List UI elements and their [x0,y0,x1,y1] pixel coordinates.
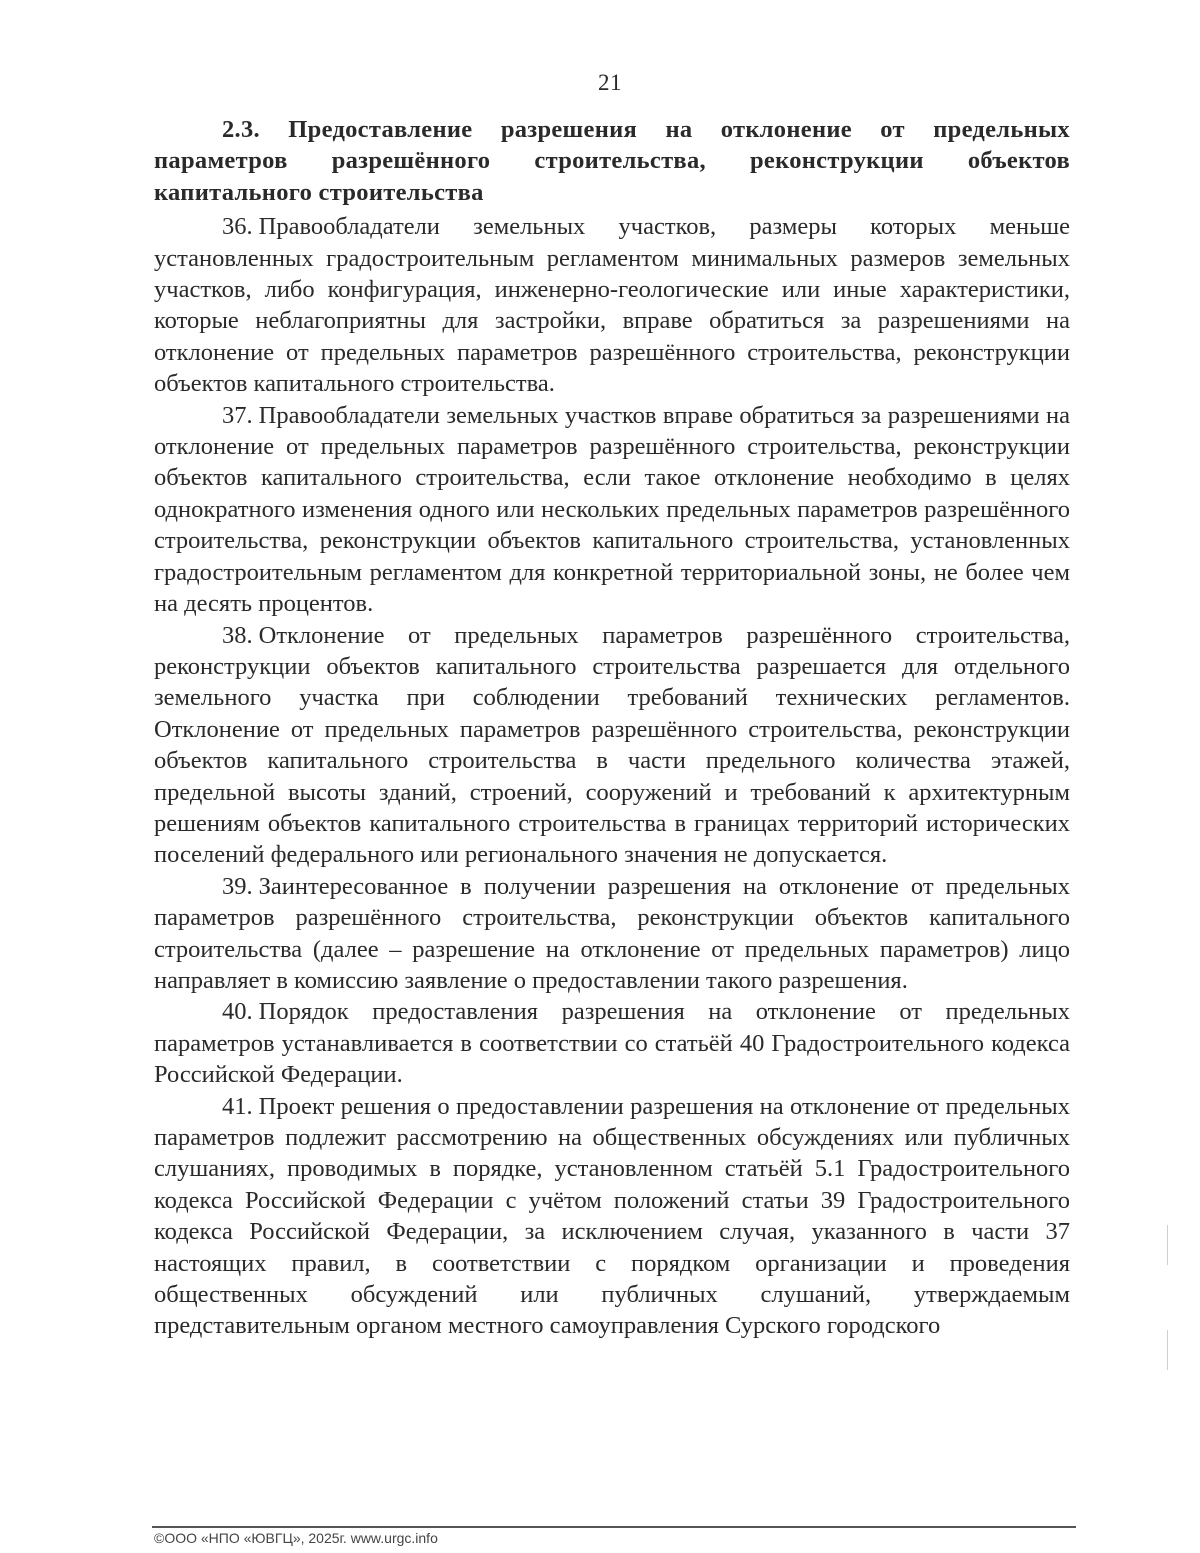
paragraph-41 [154,1091,1070,1342]
paragraph-text: Порядок предоставления разрешения на отклонение от предельных параметров устанавливается в соответствии со статьёй 40 Градостроительного кодекса Российской Федерации. [154,998,1070,1089]
paragraph-number: 38. [222,621,253,649]
scan-edge-mark [1167,1330,1168,1370]
section-heading: 2.3. Предоставление разрешения на отклонение от предельных параметров разрешённого строительства, реконструкции объектов капитального строительства [154,116,1070,206]
footer-copyright: ©ООО «НПО «ЮВГЦ», 2025г. www.urgc.info [154,1530,438,1546]
scan-edge-mark [1167,1225,1168,1265]
paragraph-38 [154,620,1070,871]
paragraph-text: Правообладатели земельных участков, размеры которых меньше установленных градостроительным регламентом минимальных размеров земельных участков, либо конфигурация, инженерно-геологические или иные характеристики, которые неблагоприятны для застройки, вправе обратиться за разрешениями на отклонение от предельных параметров разрешённого строительства, реконструкции объектов капитального строительства. [154,213,1070,398]
paragraph-number: 41. [222,1092,253,1120]
paragraph-36 [154,211,1070,399]
footer-divider [152,1526,1076,1528]
paragraph-37 [154,400,1070,620]
paragraph-number: 36. [222,213,253,241]
paragraph-number: 39. [222,872,253,900]
paragraph-number: 37. [222,401,253,429]
paragraph-text: Проект решения о предоставлении разрешения на отклонение от предельных параметров подлежит рассмотрению на общественных обсуждениях или публичных слушаниях, проводимых в порядке, установленном статьёй 5.1 Градостроительного кодекса Российской Федерации с учётом положений статьи 39 Градостроительного кодекса Российской Федерации, за исключением случая, указанного в части 37 настоящих правил, в соответствии с порядком организации и проведения общественных обсуждений или публичных слушаний, утверждаемым представительным органом местного самоуправления Сурского городского [154,1092,1070,1340]
paragraph-text: Правообладатели земельных участков вправе обратиться за разрешениями на отклонение от предельных параметров разрешённого строительства, реконструкции объектов капитального строительства, если такое отклонение необходимо в целях однократного изменения одного или нескольких предельных параметров разрешённого строительства, реконструкции объектов капитального строительства, установленных градостроительным регламентом для конкретной территориальной зоны, не более чем на десять процентов. [154,401,1070,618]
document-body [154,114,1070,1342]
paragraph-number: 40. [222,998,253,1026]
paragraph-39 [154,871,1070,997]
paragraph-text: Заинтересованное в получении разрешения на отклонение от предельных параметров разрешённого строительства, реконструкции объектов капитального строительства (далее – разрешение на отклонение от предельных параметров) лицо направляет в комиссию заявление о предоставлении такого разрешения. [154,872,1070,994]
page-number: 21 [598,70,622,95]
paragraph-40 [154,996,1070,1090]
paragraph-text: Отклонение от предельных параметров разрешённого строительства, реконструкции объектов капитального строительства разрешается для отдельного земельного участка при соблюдении требований технических регламентов. Отклонение от предельных параметров разрешённого строительства, реконструкции объектов капитального строительства в части предельного количества этажей, предельной высоты зданий, строений, сооружений и требований к архитектурным решениям объектов капитального строительства в границах территорий исторических поселений федерального или регионального значения не допускается. [154,621,1070,869]
